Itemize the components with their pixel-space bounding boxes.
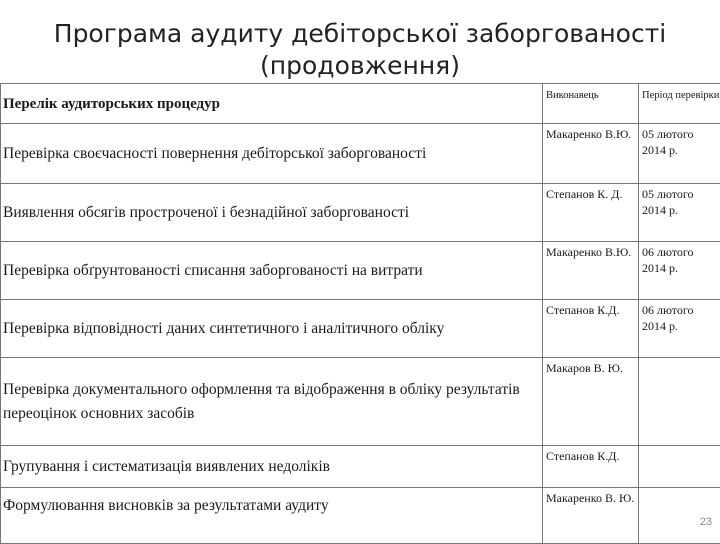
table-row [1, 358, 720, 446]
table-row [1, 184, 720, 242]
period-cell: 05 лютого 2014 р. [639, 124, 720, 184]
header-executor: Виконавець [543, 84, 639, 124]
procedure-cell: Перевірка своєчасності повернення дебіторської заборгованості [1, 124, 543, 184]
procedure-cell: Формулювання висновків за результатами аудиту [1, 488, 543, 544]
executor-cell: Степанов К. Д. [543, 184, 639, 242]
table-header-row [1, 84, 720, 124]
table-row [1, 242, 720, 300]
procedure-cell: Групування і систематизація виявлених недоліків [1, 446, 543, 488]
table-row [1, 124, 720, 184]
procedure-cell: Виявлення обсягів простроченої і безнадійної заборгованості [1, 184, 543, 242]
slide-title-line-2: (продовження) [0, 50, 720, 82]
procedure-cell: Перевірка обґрунтованості списання заборгованості на витрати [1, 242, 543, 300]
table-row [1, 488, 720, 544]
table-row [1, 300, 720, 358]
header-procedures: Перелік аудиторських процедур [1, 84, 543, 124]
page-number: 23 [700, 516, 712, 528]
table-row [1, 446, 720, 488]
slide-title-line-1: Програма аудиту дебіторської заборгованості [0, 18, 720, 50]
procedure-cell: Перевірка відповідності даних синтетичного і аналітичного обліку [1, 300, 543, 358]
executor-cell: Степанов К.Д. [543, 300, 639, 358]
executor-cell: Макаренко В.Ю. [543, 242, 639, 300]
slide-title [0, 18, 720, 82]
procedure-cell: Перевірка документального оформлення та відображення в обліку результатів переоцінок основних засобів [1, 358, 543, 446]
period-cell: 06 лютого 2014 р. [639, 300, 720, 358]
executor-cell: Степанов К.Д. [543, 446, 639, 488]
header-period: Період перевірки [639, 84, 720, 124]
period-cell: 05 лютого 2014 р. [639, 184, 720, 242]
executor-cell: Макаренко В. Ю. [543, 488, 639, 544]
audit-procedures-table [0, 83, 720, 544]
period-cell [639, 446, 720, 488]
period-cell [639, 358, 720, 446]
executor-cell: Макаров В. Ю. [543, 358, 639, 446]
executor-cell: Макаренко В.Ю. [543, 124, 639, 184]
period-cell: 06 лютого 2014 р. [639, 242, 720, 300]
